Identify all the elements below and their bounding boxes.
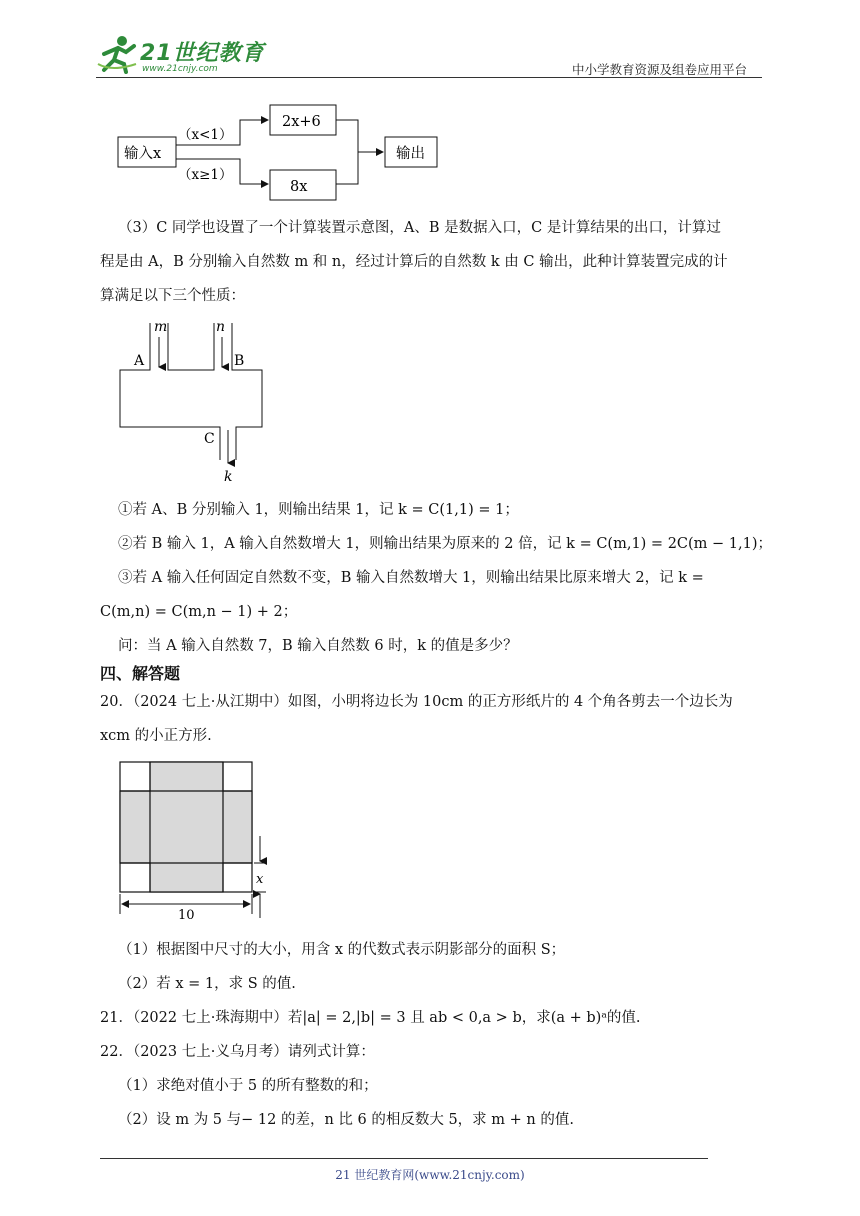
- header-rule: [96, 77, 762, 78]
- part3-line1: （3）C 同学也设置了一个计算装置示意图，A、B 是数据入口，C 是计算结果的出口，计算过: [118, 220, 721, 236]
- q22-sub2: （2）设 m 为 5 与− 12 的差，n 比 6 的相反数大 5，求 m + n 的值.: [118, 1112, 574, 1128]
- flow-diagram: [110, 95, 450, 205]
- q20-line1: 20．（2024 七上·从江期中）如图，小明将边长为 10cm 的正方形纸片的 4 个角各剪去一个边长为: [100, 694, 733, 710]
- logo-url: www.21cnjy.com: [142, 64, 218, 74]
- label-k: k: [224, 469, 233, 485]
- q20-sub2: （2）若 x = 1，求 S 的值.: [118, 976, 296, 992]
- device-outline: [120, 323, 262, 460]
- property-3a: ③若 A 输入任何固定自然数不变，B 输入自然数增大 1，则输出结果比原来增大 2，记 k =: [118, 570, 704, 586]
- label-n: n: [216, 319, 226, 335]
- label-a: A: [134, 353, 145, 369]
- input-label: 输入x: [124, 146, 162, 162]
- label-c: C: [204, 431, 215, 447]
- square-figure: [112, 756, 282, 926]
- property-1: ①若 A、B 分别输入 1，则输出结果 1，记 k = C(1,1) = 1；: [118, 502, 519, 518]
- width-label: 10: [178, 908, 195, 923]
- merge-lines: [336, 120, 358, 184]
- section-title: 四、解答题: [100, 664, 181, 683]
- q20-sub1: （1）根据图中尺寸的大小，用含 x 的代数式表示阴影部分的面积 S；: [118, 942, 566, 958]
- q22-line1: 22．（2023 七上·义乌月考）请列式计算：: [100, 1044, 375, 1060]
- top-box-label: 2x+6: [282, 114, 321, 130]
- property-3b: C(m,n) = C(m,n − 1) + 2；: [100, 604, 298, 620]
- part3-line2: 程是由 A，B 分别输入自然数 m 和 n，经过计算后的自然数 k 由 C 输出，此种计算装置完成的计: [100, 254, 728, 270]
- header-platform-text: 中小学教育资源及组卷应用平台: [572, 62, 748, 77]
- device-diagram: [110, 315, 280, 490]
- q21-line1: 21．（2022 七上·珠海期中）若|a| = 2,|b| = 3 且 ab < 0,a > b，求(a + b)ᵃ的值.: [100, 1010, 641, 1026]
- q20-line2: xcm 的小正方形.: [100, 728, 212, 744]
- header: [0, 0, 860, 80]
- x-label: x: [256, 872, 264, 887]
- q22-sub1: （1）求绝对值小于 5 的所有整数的和；: [118, 1078, 378, 1094]
- label-m: m: [154, 319, 168, 335]
- footer-text: 21 世纪教育网(www.21cnjy.com): [335, 1168, 525, 1182]
- property-2: ②若 B 输入 1，A 输入自然数增大 1，则输出结果为原来的 2 倍，记 k = C(m,1) = 2C(m − 1,1)；: [118, 536, 772, 552]
- footer-rule: [100, 1158, 708, 1159]
- cond-bottom-label: （x≥1）: [178, 167, 233, 183]
- logo-text: 21世纪教育: [140, 41, 265, 66]
- bottom-box-label: 8x: [290, 179, 308, 195]
- cond-top-label: （x<1）: [178, 127, 233, 143]
- question: 问：当 A 输入自然数 7，B 输入自然数 6 时，k 的值是多少？: [118, 638, 518, 654]
- part3-line3: 算满足以下三个性质：: [100, 288, 245, 304]
- logo-runner-icon: [96, 34, 138, 74]
- label-b: B: [234, 353, 245, 369]
- output-label: 输出: [396, 146, 425, 162]
